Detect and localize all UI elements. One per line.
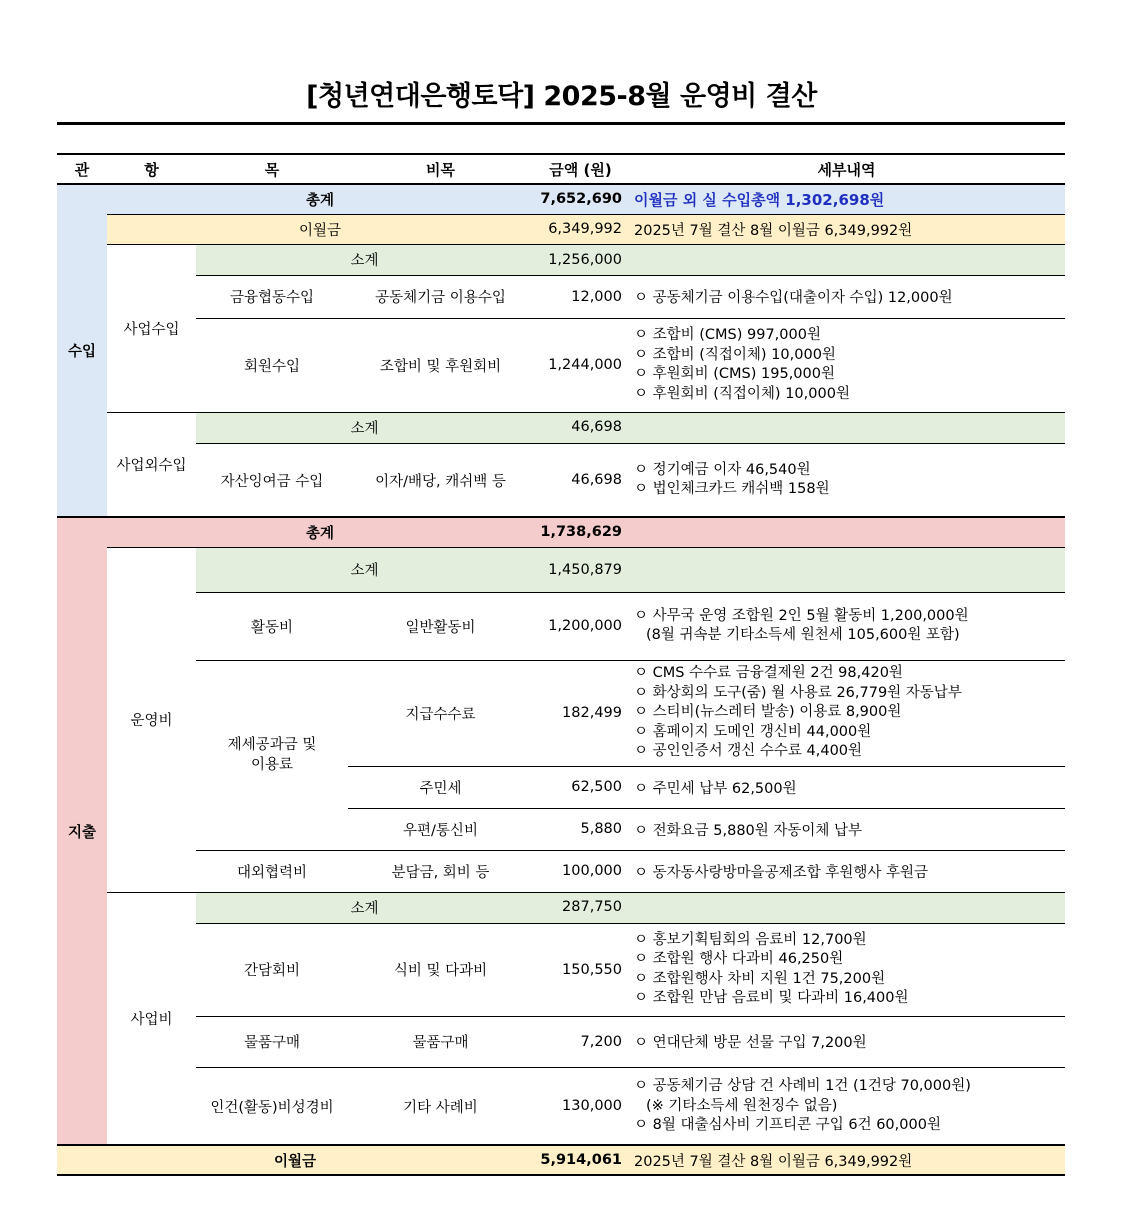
expense-fee-details <box>628 660 1065 766</box>
detail-line: (※ 기타소득세 원천징수 없음) <box>646 1097 838 1114</box>
income-nonbiz-subtotal-row <box>57 412 1065 443</box>
expense-meet-details <box>628 923 1065 1016</box>
header-gwan: 관 <box>57 154 107 184</box>
title-rule <box>57 122 1065 125</box>
expense-total-row <box>57 517 1065 547</box>
expense-goods-bimok: 물품구매 <box>348 1016 533 1067</box>
expense-goods-detail: ㅇ 연대단체 방문 선물 구입 7,200원 <box>628 1016 1065 1067</box>
expense-ops-subtotal-amount: 1,450,879 <box>533 547 628 592</box>
header-row <box>57 154 1065 184</box>
expense-post-amount: 5,880 <box>533 808 628 850</box>
expense-biz-subtotal-amount: 287,750 <box>533 892 628 923</box>
detail-line: ㅇ 후원회비 (직접이체) 10,000원 <box>634 385 850 402</box>
expense-meet-bimok: 식비 및 다과비 <box>348 923 533 1016</box>
detail-line: ㅇ 8월 대출심사비 기프티콘 구입 6건 60,000원 <box>634 1117 941 1133</box>
expense-coop-amount: 100,000 <box>533 850 628 892</box>
expense-biz-label: 사업비 <box>130 1011 173 1028</box>
expense-resident-amount: 62,500 <box>533 766 628 808</box>
expense-fee-row <box>57 660 1065 766</box>
expense-post-bimok: 우편/통신비 <box>348 808 533 850</box>
income-nonbiz-subtotal-amount: 46,698 <box>533 412 628 443</box>
income-nonbiz-amount: 46,698 <box>571 472 622 489</box>
expense-resident-detail: ㅇ 주민세 납부 62,500원 <box>628 766 1065 808</box>
detail-line: ㅇ CMS 수수료 금융결제원 2건 98,420원 <box>634 665 903 682</box>
expense-activity-row <box>57 592 1065 660</box>
income-total-note: 이월금 외 실 수입총액 1,302,698원 <box>628 184 1065 214</box>
income-finance-mok: 금융협동수입 <box>196 275 348 318</box>
expense-biz-subtotal-detail <box>628 892 1065 923</box>
expense-fee-amount: 182,499 <box>533 660 628 766</box>
footer-carry-note: 2025년 7월 결산 8월 이월금 6,349,992원 <box>628 1145 1065 1175</box>
income-biz-subtotal-detail <box>628 244 1065 275</box>
income-member-mok: 회원수입 <box>196 318 348 412</box>
page-title: [청년연대은행토닥] 2025-8월 운영비 결산 <box>306 81 817 112</box>
income-nonbiz-details <box>628 443 1065 517</box>
detail-line: ㅇ 조합원행사 차비 지원 1건 75,200원 <box>634 970 886 987</box>
footer-carry-label: 이월금 <box>57 1145 533 1175</box>
income-biz-subtotal-amount: 1,256,000 <box>533 244 628 275</box>
header-detail: 세부내역 <box>628 154 1065 184</box>
header-bimok: 비목 <box>348 154 533 184</box>
expense-total-label: 총계 <box>107 517 533 547</box>
detail-line: ㅇ 사무국 운영 조합원 2인 5월 활동비 1,200,000원 <box>634 607 969 624</box>
expense-meet-amount: 150,550 <box>533 923 628 1016</box>
expense-ops-subtotal-detail <box>628 547 1065 592</box>
income-carry-label: 이월금 <box>107 214 533 244</box>
expense-fee-bimok: 지급수수료 <box>348 660 533 766</box>
detail-line: (8월 귀속분 기타소득세 원천세 105,600원 포함) <box>646 627 960 643</box>
expense-labor-amount: 130,000 <box>562 1098 622 1115</box>
income-carry-note: 2025년 7월 결산 8월 이월금 6,349,992원 <box>628 214 1065 244</box>
income-finance-row <box>57 275 1065 318</box>
expense-activity-mok: 활동비 <box>196 592 348 660</box>
income-member-details <box>628 318 1065 412</box>
expense-labor-mok: 인건(활동)비성경비 <box>210 1099 334 1116</box>
budget-table-wrapper <box>57 153 1065 1176</box>
footer-carry-amount: 5,914,061 <box>533 1145 628 1175</box>
income-nonbiz-label: 사업외수입 <box>116 457 187 474</box>
detail-line: ㅇ 법인체크카드 캐쉬백 158원 <box>634 481 830 498</box>
expense-meet-mok: 간담회비 <box>196 923 348 1016</box>
income-section-label: 수입 <box>57 184 107 517</box>
income-nonbiz-subtotal-detail <box>628 412 1065 443</box>
expense-meet-row <box>57 923 1065 1016</box>
detail-line: ㅇ 홈페이지 도메인 갱신비 44,000원 <box>634 723 872 740</box>
income-finance-bimok: 공동체기금 이용수입 <box>348 275 533 318</box>
expense-goods-amount: 7,200 <box>533 1016 628 1067</box>
expense-ops-subtotal-row <box>57 547 1065 592</box>
detail-line: ㅇ 홍보기획팀회의 음료비 12,700원 <box>634 931 867 948</box>
header-mok: 목 <box>196 154 348 184</box>
expense-biz-subtotal-label: 소계 <box>196 892 533 923</box>
expense-labor-details <box>628 1067 1065 1145</box>
income-total-amount: 7,652,690 <box>533 184 628 214</box>
income-total-label: 총계 <box>107 184 533 214</box>
income-member-row <box>57 318 1065 412</box>
header-hang: 항 <box>107 154 196 184</box>
expense-coop-bimok: 분담금, 회비 등 <box>348 850 533 892</box>
expense-labor-row <box>57 1067 1065 1145</box>
expense-resident-bimok: 주민세 <box>348 766 533 808</box>
expense-activity-details <box>628 592 1065 660</box>
expense-activity-amount: 1,200,000 <box>533 592 628 660</box>
detail-line: ㅇ 후원회비 (CMS) 195,000원 <box>634 366 835 382</box>
detail-line: ㅇ 공동체기금 상담 건 사례비 1건 (1건당 70,000원) <box>634 1078 971 1094</box>
expense-activity-bimok: 일반활동비 <box>348 592 533 660</box>
expense-coop-detail: ㅇ 동자동사랑방마을공제조합 후원행사 후원금 <box>628 850 1065 892</box>
expense-ops-label: 운영비 <box>107 547 196 892</box>
expense-ops-subtotal-label: 소계 <box>196 547 533 592</box>
income-nonbiz-row <box>57 443 1065 517</box>
expense-goods-mok: 물품구매 <box>196 1016 348 1067</box>
income-member-amount: 1,244,000 <box>533 318 628 412</box>
income-total-row <box>57 184 1065 214</box>
income-biz-label: 사업수입 <box>107 244 196 412</box>
detail-line: ㅇ 스티비(뉴스레터 발송) 이용료 8,900원 <box>634 704 902 721</box>
income-nonbiz-bimok: 이자/배당, 캐쉬백 등 <box>375 473 506 490</box>
expense-post-detail: ㅇ 전화요금 5,880원 자동이체 납부 <box>628 808 1065 850</box>
income-finance-detail: ㅇ 공동체기금 이용수입(대출이자 수입) 12,000원 <box>628 275 1065 318</box>
income-carry-row <box>57 214 1065 244</box>
expense-labor-bimok: 기타 사례비 <box>403 1099 478 1116</box>
detail-line: ㅇ 공인인증서 갱신 수수료 4,400원 <box>634 743 863 760</box>
income-member-bimok: 조합비 및 후원회비 <box>348 318 533 412</box>
detail-line: ㅇ 정기예금 이자 46,540원 <box>634 461 811 478</box>
income-nonbiz-mok: 자산잉여금 수입 <box>220 473 324 490</box>
expense-coop-mok: 대외협력비 <box>196 850 348 892</box>
income-biz-subtotal-row <box>57 244 1065 275</box>
expense-coop-row <box>57 850 1065 892</box>
expense-section-label: 지출 <box>57 517 107 1145</box>
expense-total-note <box>628 517 1065 547</box>
expense-goods-row <box>57 1016 1065 1067</box>
footer-carry-row <box>57 1145 1065 1175</box>
header-amount: 금액 (원) <box>533 154 628 184</box>
detail-line: ㅇ 조합원 만남 음료비 및 다과비 16,400원 <box>634 990 909 1006</box>
income-nonbiz-subtotal-label: 소계 <box>196 412 533 443</box>
detail-line: ㅇ 조합비 (CMS) 997,000원 <box>634 327 821 343</box>
expense-tax-mok: 제세공과금 및 이용료 <box>196 660 348 850</box>
expense-total-amount: 1,738,629 <box>533 517 628 547</box>
detail-line: ㅇ 조합원 행사 다과비 46,250원 <box>634 951 844 967</box>
income-biz-subtotal-label: 소계 <box>196 244 533 275</box>
detail-line: ㅇ 조합비 (직접이체) 10,000원 <box>634 346 836 363</box>
expense-biz-subtotal-row <box>57 892 1065 923</box>
detail-line: ㅇ 화상회의 도구(줌) 월 사용료 26,779원 자동납부 <box>634 684 962 701</box>
budget-table <box>57 153 1065 1176</box>
income-carry-amount: 6,349,992 <box>533 214 628 244</box>
income-finance-amount: 12,000 <box>533 275 628 318</box>
